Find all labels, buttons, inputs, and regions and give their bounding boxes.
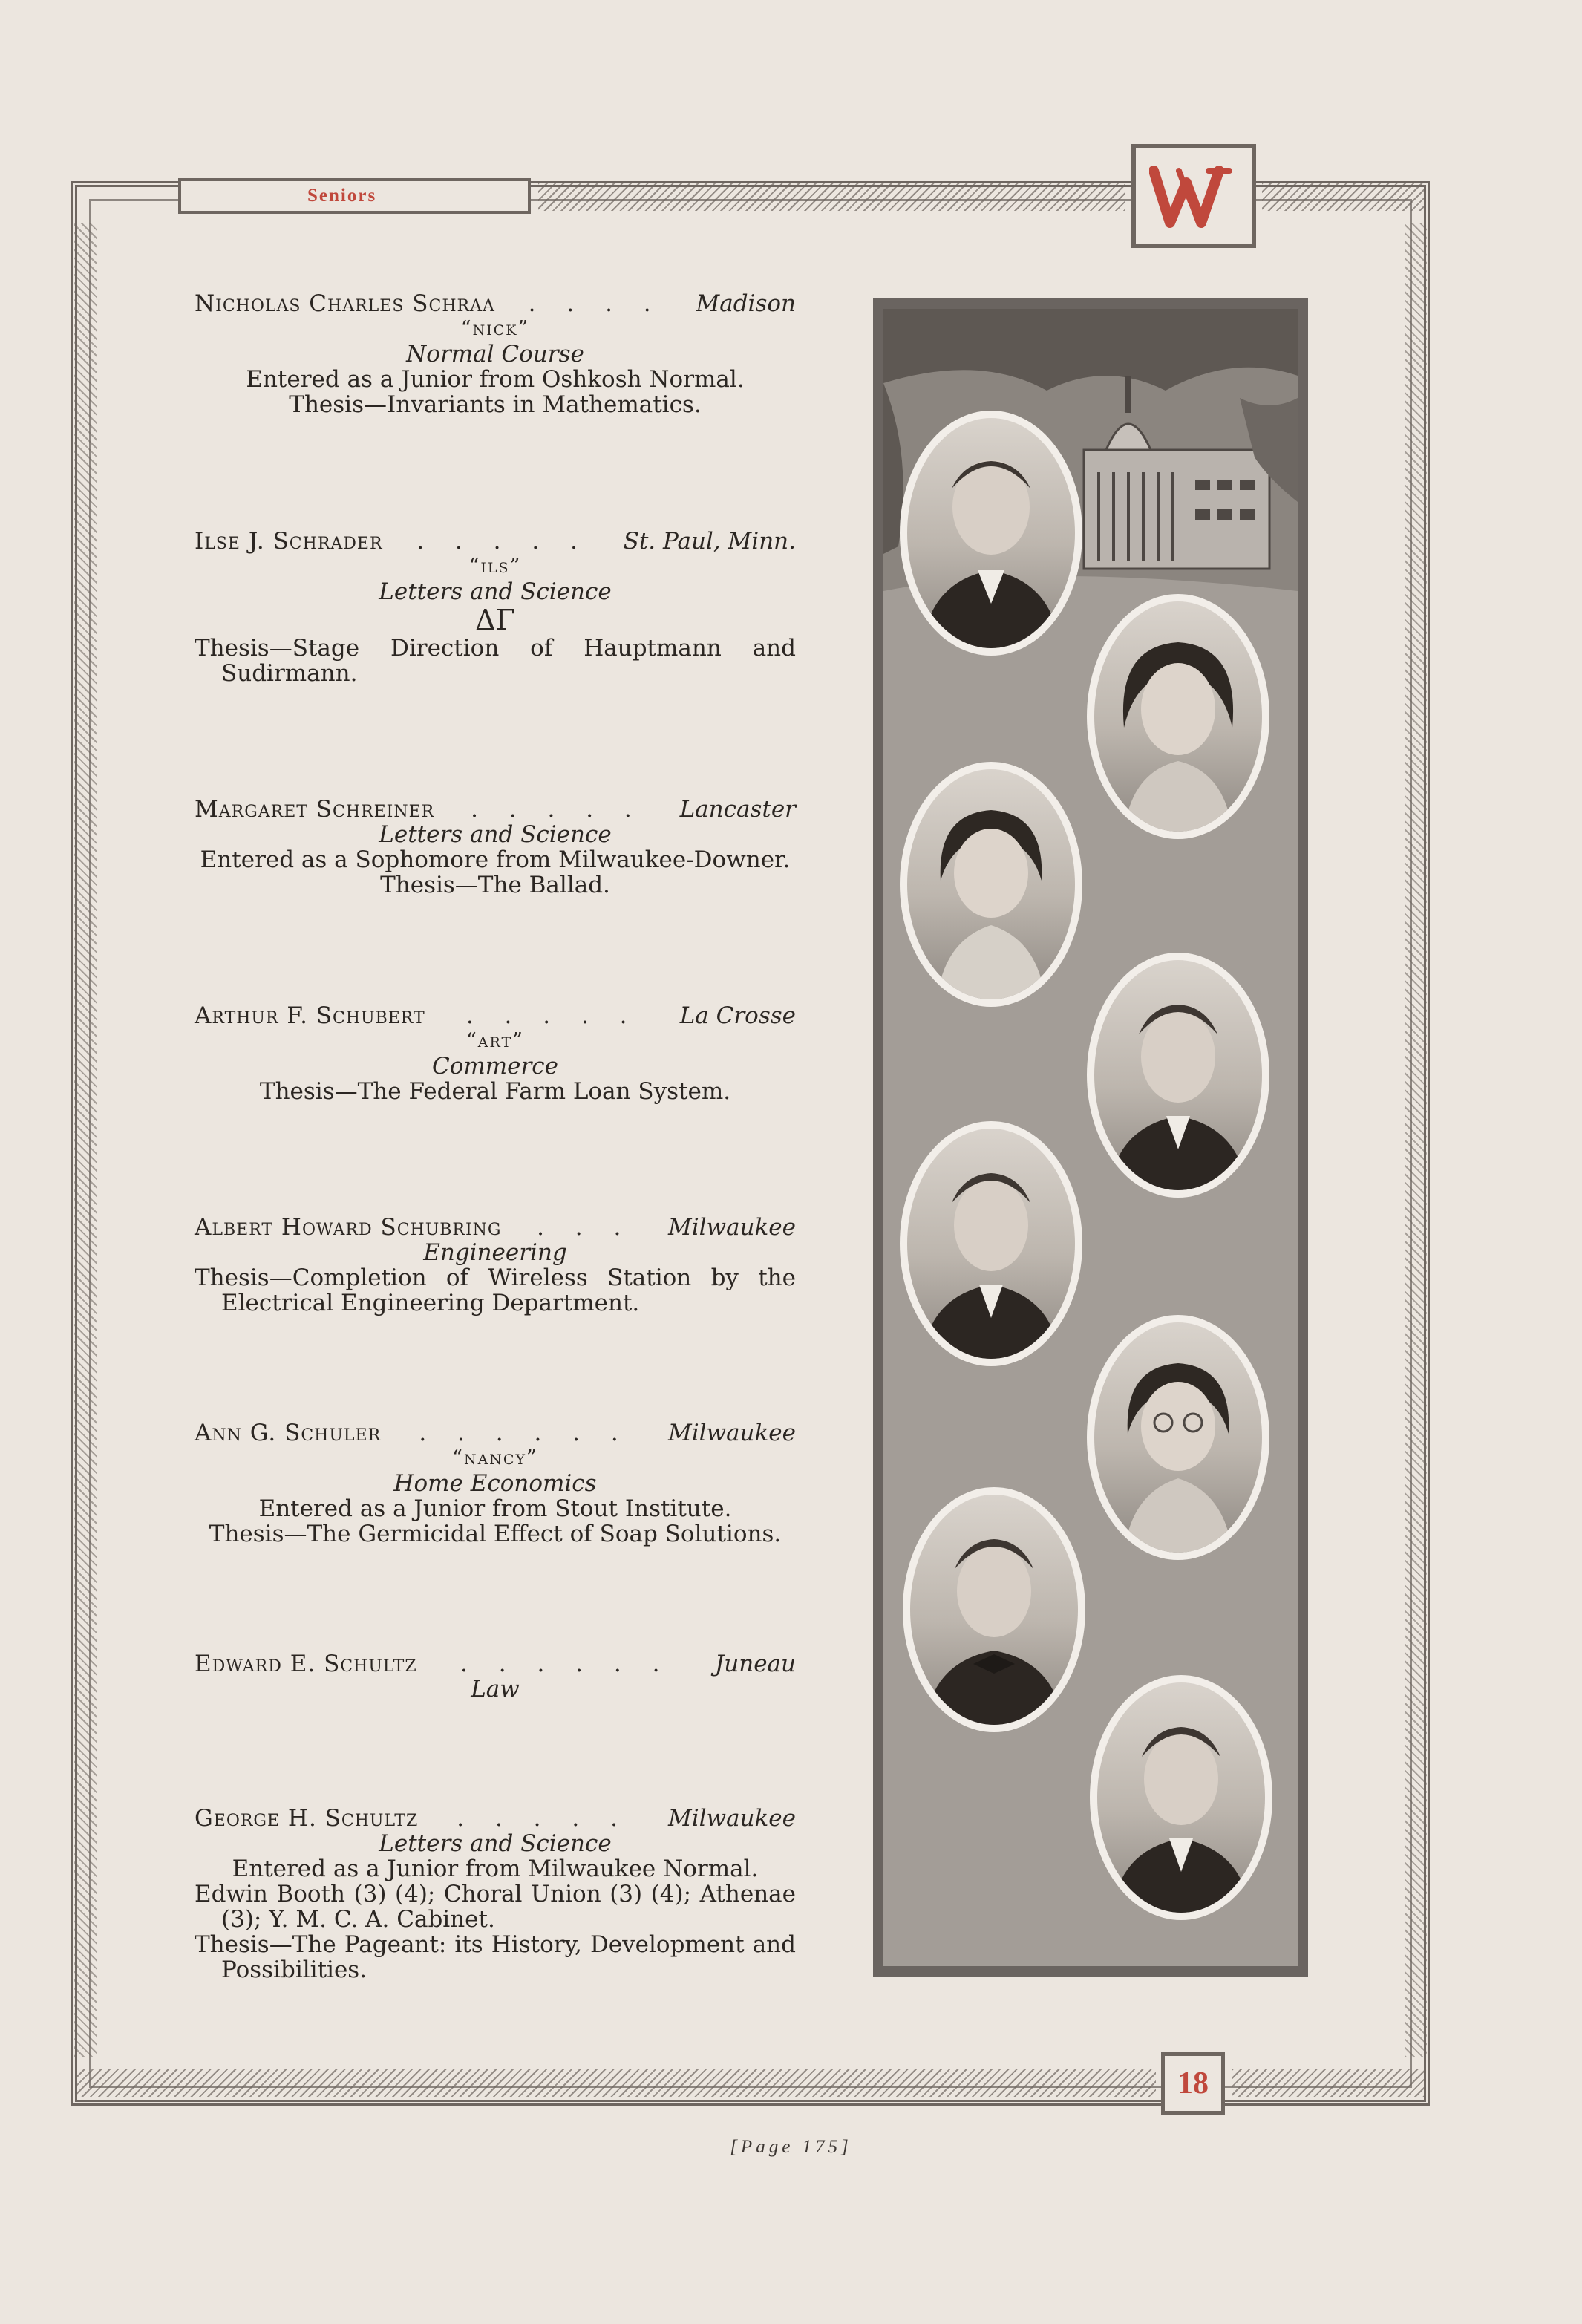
entry-edward-schultz <box>195 1651 796 1702</box>
entry-george-schultz <box>195 1806 796 1982</box>
portrait-photo <box>900 411 1082 656</box>
left-border-ornament <box>74 223 97 2057</box>
entry-line: Entered as a Sophomore from Milwaukee-Downer. <box>200 846 791 873</box>
portrait-photo <box>1087 953 1269 1198</box>
portrait-photo <box>900 762 1082 1007</box>
senior-name: Margaret Schreiner <box>195 796 435 823</box>
thesis-line: Thesis—The Ballad. <box>380 872 610 898</box>
thesis-line: Thesis—The Federal Farm Loan System. <box>259 1078 731 1105</box>
entry-schreiner <box>195 797 796 898</box>
portrait-photo <box>903 1487 1085 1732</box>
hometown: Juneau <box>714 1651 796 1677</box>
senior-name: Edward E. Schultz <box>195 1651 417 1677</box>
leader-dots: . . . <box>537 1214 633 1241</box>
hometown: St. Paul, Minn. <box>623 528 796 555</box>
page-number-badge-text: 18 <box>1177 2066 1209 2101</box>
entry-line: Entered as a Junior from Milwaukee Normal. <box>232 1855 759 1882</box>
thesis-line: Thesis—Invariants in Mathematics. <box>289 391 702 418</box>
nickname: “ils” <box>468 555 522 578</box>
course: Letters and Science <box>379 1830 612 1857</box>
nickname: “nick” <box>460 317 530 340</box>
entry-schraa <box>195 291 796 417</box>
nickname: “nancy” <box>452 1446 538 1469</box>
top-border-ornament <box>538 183 1125 211</box>
leader-dots: . . . . <box>528 290 663 317</box>
entry-schuler <box>195 1420 796 1547</box>
portrait-photo <box>1090 1675 1272 1920</box>
course: Home Economics <box>393 1470 597 1497</box>
crest-emblem <box>1131 144 1256 248</box>
senior-name: Ilse J. Schrader <box>195 528 383 555</box>
course: Engineering <box>423 1239 567 1266</box>
activities-line: Edwin Booth (3) (4); Choral Union (3) (4); Athenae (3); Y. M. C. A. Cabinet. <box>195 1881 796 1933</box>
hometown: Milwaukee <box>667 1420 796 1446</box>
hometown: La Crosse <box>679 1002 796 1029</box>
thesis-line: Thesis—Completion of Wireless Station by the Electrical Engineering Department. <box>195 1264 796 1316</box>
senior-name: George H. Schultz <box>195 1805 419 1832</box>
portrait-photo <box>1087 1315 1269 1560</box>
section-label: Seniors <box>307 186 377 206</box>
senior-name: Arthur F. Schubert <box>195 1002 425 1029</box>
course: Law <box>471 1676 520 1703</box>
thesis-line: Thesis—The Germicidal Effect of Soap Solutions. <box>209 1521 782 1547</box>
page-number-badge <box>1161 2052 1225 2115</box>
senior-name: Ann G. Schuler <box>195 1420 382 1446</box>
nickname: “art” <box>466 1029 524 1052</box>
hometown: Milwaukee <box>667 1805 796 1832</box>
entry-line: Entered as a Junior from Stout Institute. <box>258 1495 732 1522</box>
hometown: Milwaukee <box>667 1214 796 1241</box>
hometown: Madison <box>696 290 796 317</box>
entry-line: Entered as a Junior from Oshkosh Normal. <box>246 366 745 393</box>
bottom-border-ornament <box>76 2069 1156 2097</box>
senior-name: Albert Howard Schubring <box>195 1214 502 1241</box>
course: Commerce <box>431 1053 559 1080</box>
w-monogram-icon <box>1149 157 1238 235</box>
entry-schrader <box>195 529 796 686</box>
leader-dots: . . . . . <box>465 1002 639 1029</box>
entry-schubring <box>195 1215 796 1316</box>
page-footer: [Page 175] <box>730 2137 852 2157</box>
top-border-ornament-right <box>1262 183 1425 211</box>
entry-schubert <box>195 1003 796 1104</box>
course: Letters and Science <box>379 578 612 605</box>
thesis-line: Thesis—The Pageant: its History, Development and Possibilities. <box>195 1931 796 1983</box>
thesis-line: Thesis—Stage Direction of Hauptmann and Sudirmann. <box>195 635 796 687</box>
course: Letters and Science <box>379 821 612 848</box>
fraternity-letters: ΔΓ <box>475 604 515 636</box>
hometown: Lancaster <box>679 796 796 823</box>
leader-dots: . . . . . <box>457 1805 630 1832</box>
leader-dots: . . . . . . <box>460 1651 672 1677</box>
leader-dots: . . . . . . <box>419 1420 630 1446</box>
senior-name: Nicholas Charles Schraa <box>195 290 495 317</box>
course: Normal Course <box>406 341 584 368</box>
bottom-border-ornament-right <box>1232 2069 1425 2097</box>
leader-dots: . . . . . <box>471 796 644 823</box>
leader-dots: . . . . . <box>416 528 589 555</box>
portrait-photo <box>900 1121 1082 1366</box>
portrait-photo <box>1087 594 1269 839</box>
section-header <box>178 178 531 214</box>
right-border-ornament <box>1405 223 1427 2057</box>
